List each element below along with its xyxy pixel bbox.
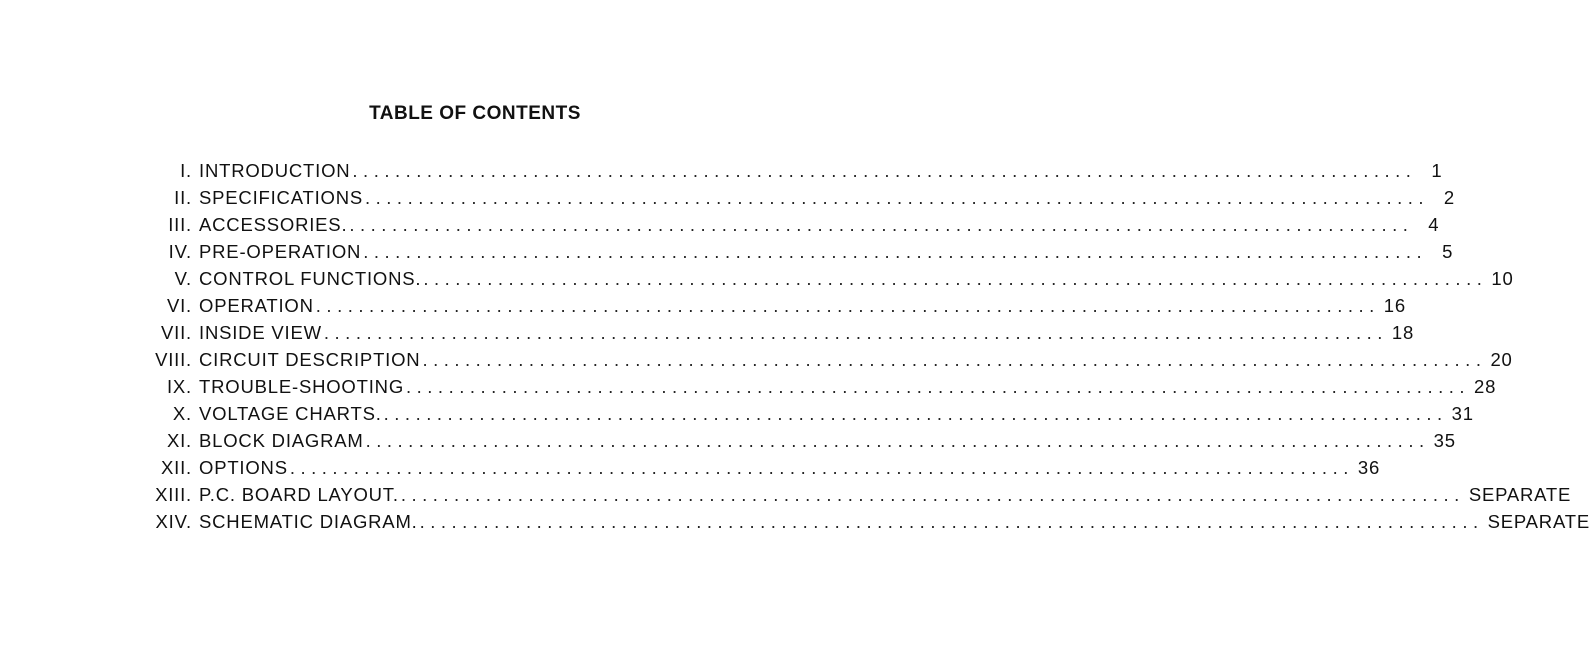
dot-leader: .................................................................................................... xyxy=(349,214,1414,235)
dot-leader: .................................................................................................... xyxy=(400,484,1465,505)
toc-entry-title: CONTROL FUNCTIONS. xyxy=(199,268,422,289)
dot-leader: .................................................................................................... xyxy=(365,430,1430,451)
toc-entry-title: P.C. BOARD LAYOUT. xyxy=(199,484,399,505)
dot-leader: .................................................................................................... xyxy=(383,403,1448,424)
dot-leader: .................................................................................................... xyxy=(363,241,1428,262)
toc-entry-number: X. xyxy=(172,403,192,424)
page-title: TABLE OF CONTENTS xyxy=(369,103,581,124)
toc-entry-number: VII. xyxy=(161,322,192,343)
toc-entry-title: INSIDE VIEW xyxy=(199,322,322,343)
toc-entry xyxy=(140,238,1454,265)
toc-entry xyxy=(140,319,1415,346)
toc-entry-title: VOLTAGE CHARTS. xyxy=(199,403,382,424)
toc-entry-page: 28 xyxy=(1474,376,1497,397)
toc-entry-title: INTRODUCTION xyxy=(199,160,351,181)
toc-entry xyxy=(140,292,1406,319)
toc-entry-number: XII. xyxy=(161,457,192,478)
toc-entry xyxy=(140,400,1474,427)
toc-entry-number: II. xyxy=(174,187,192,208)
dot-leader: .................................................................................................... xyxy=(365,187,1430,208)
toc-entry-page: SEPARATE xyxy=(1487,511,1590,532)
toc-entry-page: 2 xyxy=(1443,187,1456,208)
dot-leader: .................................................................................................... xyxy=(419,511,1484,532)
toc-entry-number: IX. xyxy=(166,376,192,397)
toc-entry xyxy=(140,427,1456,454)
dot-leader: .................................................................................................... xyxy=(352,160,1417,181)
toc-entry-title: CIRCUIT DESCRIPTION xyxy=(199,349,421,370)
toc-entry-title: SPECIFICATIONS xyxy=(199,187,364,208)
toc-entry-page: 20 xyxy=(1490,349,1513,370)
dot-leader: .................................................................................................... xyxy=(423,268,1488,289)
toc-entry-page: 18 xyxy=(1391,322,1415,343)
toc-entry-number: XIII. xyxy=(155,484,192,505)
toc-entry-title: PRE-OPERATION xyxy=(199,241,362,262)
toc-entry-number: XIV. xyxy=(155,511,192,532)
toc-entry-number: XI. xyxy=(166,430,192,451)
toc-entry-number: III. xyxy=(168,214,192,235)
toc-entry-title: ACCESSORIES. xyxy=(199,214,348,235)
toc-entry-title: TROUBLE-SHOOTING xyxy=(199,376,405,397)
dot-leader: .................................................................................................... xyxy=(315,295,1380,316)
toc-entry-page: 5 xyxy=(1442,241,1454,262)
toc-entry-page: SEPARATE xyxy=(1468,484,1572,505)
dot-leader: .................................................................................................... xyxy=(406,376,1471,397)
toc-entry xyxy=(140,508,1590,535)
toc-entry xyxy=(140,265,1514,292)
toc-entry-title: BLOCK DIAGRAM xyxy=(199,430,364,451)
dot-leader: .................................................................................................... xyxy=(289,457,1354,478)
toc-entry-number: VI. xyxy=(166,295,192,316)
toc-entry xyxy=(140,454,1381,481)
toc-entry xyxy=(140,346,1513,373)
toc-entry-title: SCHEMATIC DIAGRAM. xyxy=(199,511,418,532)
table-of-contents xyxy=(140,157,1590,535)
toc-entry xyxy=(140,157,1443,184)
toc-entry-page: 1 xyxy=(1431,160,1443,181)
toc-entry-page: 16 xyxy=(1383,295,1406,316)
toc-entry-page: 35 xyxy=(1433,430,1456,451)
toc-entry-title: OPERATION xyxy=(199,295,314,316)
toc-entry xyxy=(140,481,1572,508)
toc-entry xyxy=(140,373,1497,400)
toc-entry xyxy=(140,211,1440,238)
toc-entry-title: OPTIONS xyxy=(199,457,288,478)
toc-entry-page: 31 xyxy=(1451,403,1474,424)
toc-entry-page: 10 xyxy=(1491,268,1514,289)
toc-entry-number: VIII. xyxy=(155,349,192,370)
dot-leader: .................................................................................................... xyxy=(422,349,1487,370)
dot-leader: .................................................................................................... xyxy=(323,322,1388,343)
toc-entry-page: 36 xyxy=(1357,457,1381,478)
toc-entry-number: V. xyxy=(174,268,192,289)
toc-entry-number: I. xyxy=(180,160,192,181)
toc-entry-number: IV. xyxy=(168,241,192,262)
toc-entry xyxy=(140,184,1456,211)
toc-entry-page: 4 xyxy=(1428,214,1440,235)
